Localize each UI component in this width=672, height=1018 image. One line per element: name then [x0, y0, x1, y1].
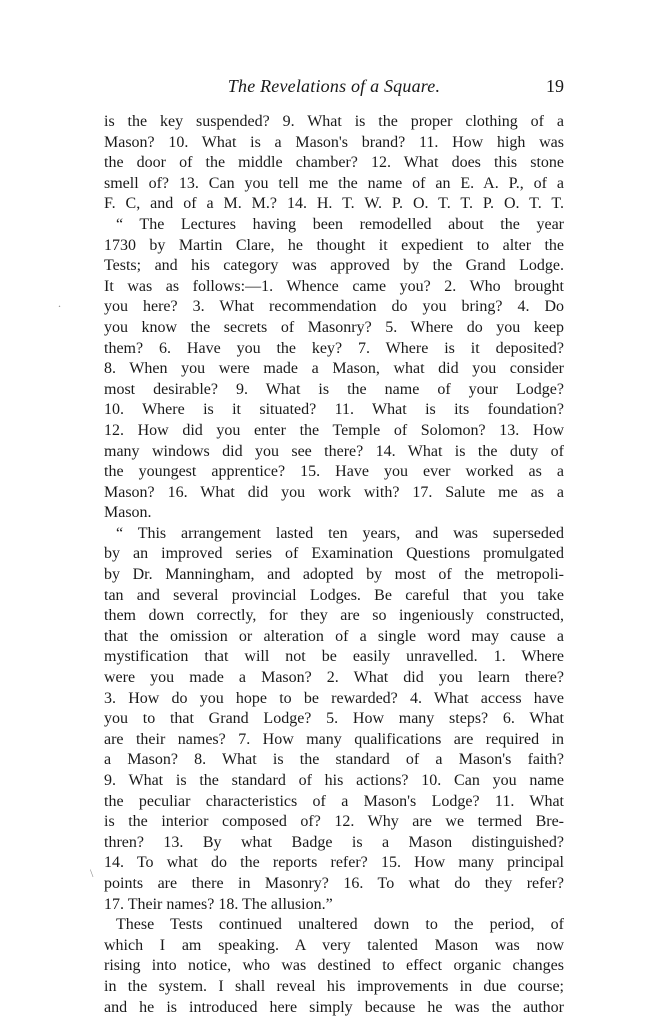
text-line: mystification that will not be easily unravelled. 1. Where [104, 648, 564, 666]
text-line: 3. How do you hope to be rewarded? 4. What access have [104, 689, 564, 707]
text-line: the youngest apprentice? 15. Have you ever worked as a [104, 463, 564, 481]
text-line: that the omission or alteration of a single word may cause a [104, 627, 564, 645]
text-line: 8. When you were made a Mason, what did you consider [104, 360, 564, 378]
text-line: is the key suspended? 9. What is the proper clothing of a [104, 113, 564, 130]
page-number: 19 [546, 76, 564, 96]
text-line: “ The Lectures having been remodelled about the year [116, 215, 564, 233]
running-head [104, 76, 564, 100]
text-line: “ This arrangement lasted ten years, and was superseded [116, 524, 564, 542]
text-line: 17. Their names? 18. The allusion.” [104, 895, 333, 913]
text-line: by Dr. Manningham, and adopted by most of the metropoli- [104, 566, 564, 584]
text-line: a Mason? 8. What is the standard of a Mason's faith? [104, 751, 564, 769]
margin-ink-mark: . [58, 296, 61, 310]
text-line: by an improved series of Examination Questions promulgated [104, 545, 564, 563]
text-line: them? 6. Have you the key? 7. Where is it deposited? [104, 339, 564, 357]
text-line: 1730 by Martin Clare, he thought it expedient to alter the [104, 236, 564, 254]
text-line: are their names? 7. How many qualifications are required in [104, 730, 564, 748]
text-line: is the interior composed of? 12. Why are we termed Bre- [104, 813, 564, 831]
text-line: you here? 3. What recommendation do you bring? 4. Do [104, 298, 564, 316]
text-line: you know the secrets of Masonry? 5. Where do you keep [104, 318, 564, 336]
text-line: points are there in Masonry? 16. To what do they refer? [104, 874, 564, 892]
text-line: tan and several provincial Lodges. Be careful that you take [104, 586, 564, 604]
text-line: 10. Where is it situated? 11. What is its foundation? [104, 401, 564, 419]
text-line: smell of? 13. Can you tell me the name of an E. A. P., of a [104, 174, 564, 192]
text-line: them down correctly, for they are so ingeniously constructed, [104, 607, 564, 625]
text-line: were you made a Mason? 2. What did you learn there? [104, 669, 564, 687]
text-line: most desirable? 9. What is the name of your Lodge? [104, 380, 564, 398]
text-line: Tests; and his category was approved by the Grand Lodge. [104, 257, 564, 275]
text-line: Mason? 16. What did you work with? 17. Salute me as a [104, 483, 564, 501]
text-line: the peculiar characteristics of a Mason's Lodge? 11. What [104, 792, 564, 810]
margin-ink-stroke: \ [90, 866, 94, 880]
text-line: which I am speaking. A very talented Mason was now [104, 936, 564, 954]
text-line: F. C, and of a M. M.? 14. H. T. W. P. O. T. T. P. O. T. T. [104, 195, 564, 213]
running-title: The Revelations of a Square. [227, 76, 441, 96]
text-line: you to that Grand Lodge? 5. How many steps? 6. What [104, 710, 564, 728]
text-line: thren? 13. By what Badge is a Mason distinguished? [104, 833, 564, 851]
text-line: It was as follows:—1. Whence came you? 2. Who brought [104, 277, 564, 295]
text-line: 9. What is the standard of his actions? 10. Can you name [104, 772, 564, 789]
text-line: Mason? 10. What is a Mason's brand? 11. How high was [104, 133, 564, 151]
text-line: rising into notice, who was destined to effect organic changes [104, 957, 564, 975]
text-line: the door of the middle chamber? 12. What does this stone [104, 154, 564, 172]
text-line: These Tests continued unaltered down to the period, of [116, 916, 564, 934]
text-line: and he is introduced here simply because he was the author [104, 998, 564, 1016]
body-text [104, 112, 564, 1018]
text-line: many windows did you see there? 14. What is the duty of [104, 442, 564, 460]
text-line: 12. How did you enter the Temple of Solomon? 13. How [104, 421, 564, 439]
text-line: in the system. I shall reveal his improvements in due course; [104, 977, 564, 995]
text-line: Mason. [104, 504, 152, 522]
text-line: 14. To what do the reports refer? 15. How many principal [104, 854, 564, 872]
